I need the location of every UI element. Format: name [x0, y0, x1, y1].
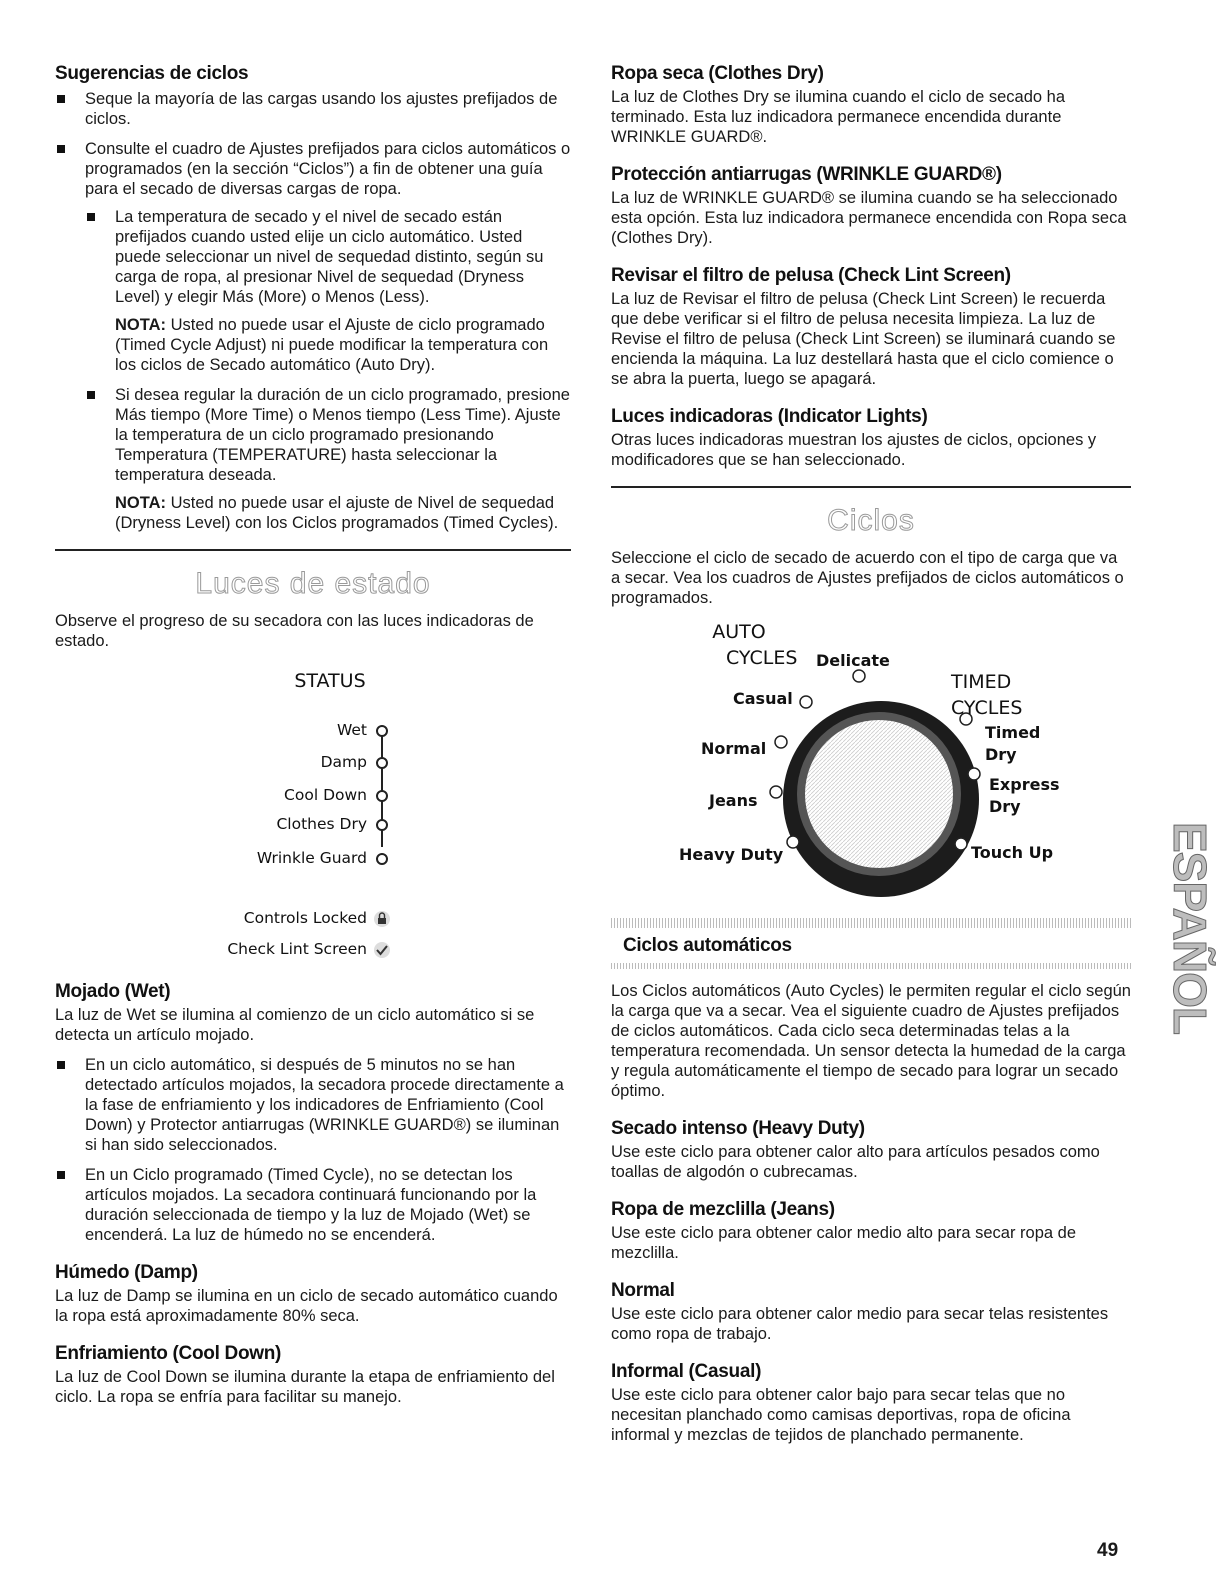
note	[115, 315, 571, 375]
language-tab-label: ESPAÑOL	[1164, 822, 1216, 1034]
damp-section	[55, 1261, 571, 1326]
checkmark-icon	[374, 942, 390, 958]
status-wet-label: Wet	[336, 721, 367, 739]
indicator-lights-section	[611, 405, 1131, 470]
cooldown-section	[55, 1342, 571, 1407]
cycle-dial	[611, 614, 1131, 914]
status-panel-title: STATUS	[294, 670, 366, 692]
timed-cycles-label-line1: TIMED	[951, 671, 1012, 693]
list-item	[85, 385, 571, 533]
jeans-title: Ropa de mezclilla (Jeans)	[611, 1199, 835, 1220]
language-tab	[1150, 818, 1216, 1054]
jeans-text: Use este ciclo para obtener calor medio alto para secar ropa de mezclilla.	[611, 1224, 1077, 1262]
timed-cycles-label-line2: CYCLES	[951, 697, 1023, 719]
express-dry-label-line1: Express	[989, 775, 1060, 794]
list-item: Seque la mayoría de las cargas usando los ajustes prefijados de ciclos.	[55, 89, 571, 129]
wet-title: Mojado (Wet)	[55, 981, 171, 1002]
list-item	[85, 207, 571, 375]
damp-title: Húmedo (Damp)	[55, 1262, 198, 1283]
wet-section	[55, 980, 571, 1245]
jeans-label: Jeans	[709, 791, 758, 810]
list-item-text: Consulte el cuadro de Ajustes prefijados para ciclos automáticos o programados (en la sección “Ciclos”) a fin de obtener una guía para el secado de diversas cargas de ropa.	[85, 140, 571, 198]
right-column	[611, 62, 1131, 1461]
delicate-indicator	[853, 670, 865, 682]
auto-cycles-section	[611, 981, 1131, 1101]
status-damp-indicator	[377, 758, 387, 768]
stripe-divider	[611, 963, 1131, 969]
note	[115, 493, 571, 533]
timed-dry-label-line2: Dry	[985, 745, 1017, 764]
list-item: En un Ciclo programado (Timed Cycle), no se detectan los artículos mojados. La secadora continuará funcionando por la duración seleccionada de tiempo y la luz de Mojado (Wet) se encenderá. La luz de húmedo no se encenderá.	[55, 1165, 571, 1245]
jeans-section	[611, 1198, 1131, 1263]
auto-cycles-label-line1: AUTO	[712, 621, 766, 643]
express-dry-label-line2: Dry	[989, 797, 1021, 816]
indicator-lights-text: Otras luces indicadoras muestran los ajustes de ciclos, opciones y modificadores que se han seleccionado.	[611, 431, 1097, 469]
note-text: Usted no puede usar el ajuste de Nivel de sequedad (Dryness Level) con los Ciclos programados (Timed Cycles).	[115, 494, 559, 532]
page-number: 49	[1097, 1540, 1119, 1561]
cooldown-title: Enfriamiento (Cool Down)	[55, 1343, 282, 1364]
casual-title: Informal (Casual)	[611, 1361, 762, 1382]
touch-up-indicator	[955, 838, 967, 850]
timed-dry-label-line1: Timed	[985, 723, 1041, 742]
damp-text: La luz de Damp se ilumina en un ciclo de secado automático cuando la ropa está aproximadamente 80% seca.	[55, 1287, 558, 1325]
status-cooldown-label: Cool Down	[284, 786, 367, 804]
normal-title: Normal	[611, 1280, 675, 1301]
cycles-intro: Seleccione el ciclo de secado de acuerdo con el tipo de carga que va a secar. Vea los cuadros de Ajustes prefijados de ciclos automáticos o programados.	[611, 549, 1124, 607]
note-label: NOTA:	[115, 316, 167, 334]
note-label: NOTA:	[115, 494, 167, 512]
status-panel-graphic	[55, 659, 571, 964]
status-wrinkleguard-label: Wrinkle Guard	[256, 849, 367, 867]
heavy-duty-label: Heavy Duty	[679, 845, 784, 864]
status-clothesdry-label: Clothes Dry	[276, 815, 367, 833]
clothes-dry-title: Ropa seca (Clothes Dry)	[611, 63, 824, 84]
casual-label: Casual	[733, 689, 793, 708]
heavy-duty-section	[611, 1117, 1131, 1182]
status-wrinkleguard-indicator	[377, 854, 387, 864]
list-item-text: La temperatura de secado y el nivel de secado están prefijados cuando usted elije un ciclo automático. Usted puede seleccionar un nivel de sequedad distinto, según su carga de ropa, al presionar Nivel de sequedad (Dryness Level) y elegir Más (More) o Menos (Less).	[115, 208, 544, 306]
indicator-lights-title: Luces indicadoras (Indicator Lights)	[611, 406, 928, 427]
cooldown-text: La luz de Cool Down se ilumina durante la etapa de enfriamiento del ciclo. La ropa se enfría para facilitar su manejo.	[55, 1368, 555, 1406]
heavy-duty-text: Use este ciclo para obtener calor alto para artículos pesados como toallas de algodón o cubrecamas.	[611, 1143, 1100, 1181]
status-lights-heading: Luces de estado	[195, 567, 431, 600]
list-item-text: Si desea regular la duración de un ciclo programado, presione Más tiempo (More Time) o Menos tiempo (Less Time). Ajuste la temperatura de un ciclo programado presionando Temperatura (TEMPERATURE) hasta seleccionar la temperatura deseada.	[115, 386, 570, 484]
cycle-dial-graphic	[611, 614, 1131, 914]
normal-section	[611, 1279, 1131, 1344]
express-dry-indicator	[968, 768, 980, 780]
cycles-heading: Ciclos	[827, 504, 915, 537]
normal-text: Use este ciclo para obtener calor medio para secar telas resistentes como ropa de trabajo.	[611, 1305, 1109, 1343]
lint-screen-section	[611, 264, 1131, 389]
cycle-tips-sublist	[85, 207, 571, 533]
list-item: En un ciclo automático, si después de 5 minutos no se han detectado artículos mojados, la secadora procede directamente a la fase de enfriamiento y los indicadores de Enfriamiento (Cool Down) y Protector antiarrugas (WRINKLE GUARD®) se iluminan si han sido seleccionados.	[55, 1055, 571, 1155]
auto-cycles-text: Los Ciclos automáticos (Auto Cycles) le permiten regular el ciclo según la carga que va a secar. Vea el siguiente cuadro de Ajustes prefijados de ciclos automáticos. Cada ciclo seca determinadas telas a la temperatura recomendada. Un sensor detecta la humedad de la carga y regula automáticamente el tiempo de secado para lograr un secado óptimo.	[611, 982, 1131, 1100]
heavy-duty-title: Secado intenso (Heavy Duty)	[611, 1118, 865, 1139]
clothes-dry-text: La luz de Clothes Dry se ilumina cuando el ciclo de secado ha terminado. Esta luz indicadora permanece encendida durante WRINKLE GUARD®.	[611, 88, 1066, 146]
status-damp-label: Damp	[320, 753, 367, 771]
left-column	[55, 62, 571, 1423]
lock-icon	[374, 911, 390, 927]
status-panel	[55, 659, 571, 964]
cycle-tips-list	[55, 89, 571, 533]
status-clothesdry-indicator	[377, 820, 387, 830]
cycle-tips-section	[55, 62, 571, 533]
status-locked-label: Controls Locked	[243, 909, 367, 927]
delicate-label: Delicate	[816, 651, 890, 670]
jeans-indicator	[770, 786, 782, 798]
wrinkle-guard-text: La luz de WRINKLE GUARD® se ilumina cuando se ha seleccionado esta opción. Esta luz indicadora permanece encendida con Ropa seca (Clothes Dry).	[611, 189, 1127, 247]
touch-up-label: Touch Up	[971, 843, 1054, 862]
status-cooldown-indicator	[377, 791, 387, 801]
normal-indicator	[775, 736, 787, 748]
status-lights-intro: Observe el progreso de su secadora con las luces indicadoras de estado.	[55, 612, 534, 650]
wet-list	[55, 1055, 571, 1245]
auto-cycles-title: Ciclos automáticos	[623, 935, 792, 956]
status-lint-label: Check Lint Screen	[227, 940, 367, 958]
section-divider	[55, 549, 571, 551]
auto-cycles-label-line2: CYCLES	[726, 647, 798, 669]
lint-screen-title: Revisar el filtro de pelusa (Check Lint Screen)	[611, 265, 1011, 286]
stripe-divider	[611, 918, 1131, 928]
section-divider	[611, 486, 1131, 488]
lint-screen-text: La luz de Revisar el filtro de pelusa (Check Lint Screen) le recuerda que debe verificar si el filtro de pelusa necesita limpieza. La luz de Revise el filtro de pelusa (Check Lint Screen) se iluminará cuando se encienda la máquina. La luz destellará hasta que el ciclo comience o se abra la puerta, luego se apagará.	[611, 290, 1116, 388]
wrinkle-guard-title: Protección antiarrugas (WRINKLE GUARD®)	[611, 164, 1002, 185]
casual-section	[611, 1360, 1131, 1445]
note-text: Usted no puede usar el Ajuste de ciclo programado (Timed Cycle Adjust) ni puede modificar la temperatura con los ciclos de Secado automático (Auto Dry).	[115, 316, 549, 374]
list-item	[55, 139, 571, 533]
clothes-dry-section	[611, 62, 1131, 147]
status-wet-indicator	[377, 726, 387, 736]
casual-indicator	[800, 696, 812, 708]
normal-label: Normal	[701, 739, 767, 758]
wrinkle-guard-section	[611, 163, 1131, 248]
wet-text: La luz de Wet se ilumina al comienzo de un ciclo automático si se detecta un artículo mojado.	[55, 1006, 535, 1044]
heavy-duty-indicator	[787, 836, 799, 848]
cycle-tips-title: Sugerencias de ciclos	[55, 63, 249, 84]
casual-text: Use este ciclo para obtener calor bajo para secar telas que no necesitan planchado como camisas deportivas, ropa de oficina informal y mezclas de tejidos de planchado permanente.	[611, 1386, 1071, 1444]
